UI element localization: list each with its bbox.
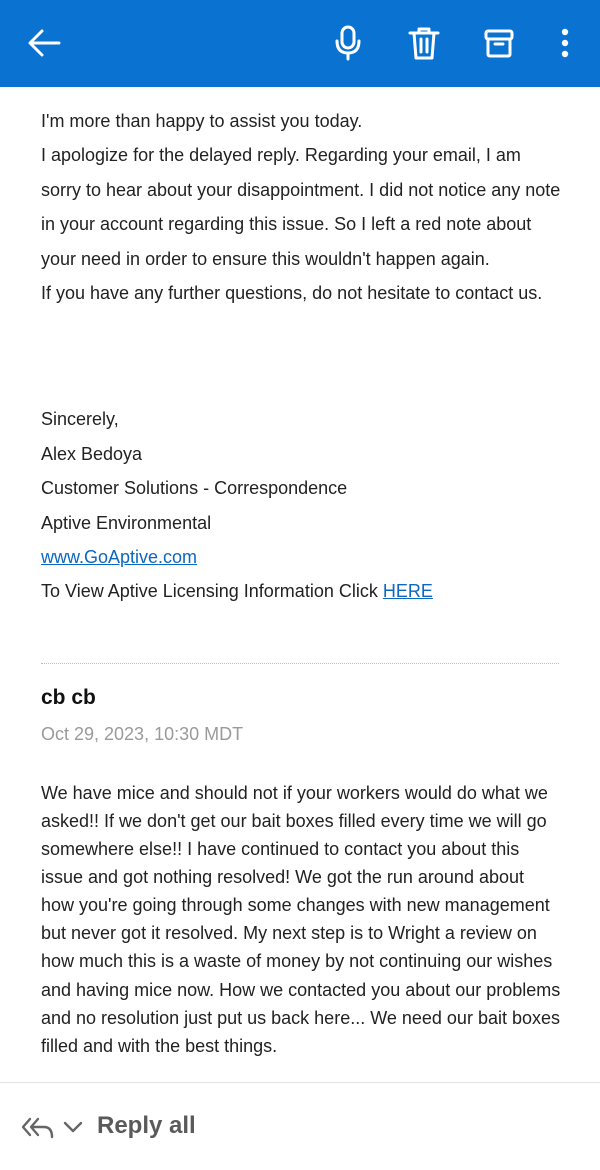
licensing-link[interactable]: HERE xyxy=(382,581,433,602)
signature-role: Customer Solutions - Correspondence xyxy=(41,478,348,499)
trash-icon xyxy=(408,26,440,60)
reply-line: If you have any further questions, do not hesitate to contact us. xyxy=(41,283,543,304)
chevron-down-icon[interactable] xyxy=(62,1119,84,1135)
microphone-icon xyxy=(335,25,361,61)
signature-company: Aptive Environmental xyxy=(41,512,212,533)
message-divider xyxy=(41,663,559,664)
archive-button[interactable] xyxy=(476,20,522,66)
website-link[interactable]: www.GoAptive.com xyxy=(41,547,198,568)
reply-all-icon[interactable] xyxy=(20,1115,54,1141)
voice-button[interactable] xyxy=(325,20,371,66)
reply-all-button[interactable]: Reply all xyxy=(97,1112,196,1139)
top-toolbar xyxy=(0,0,600,87)
reply-bar xyxy=(0,1082,600,1170)
reply-body xyxy=(41,104,561,310)
licensing-text: To View Aptive Licensing Information Click xyxy=(41,581,383,602)
archive-icon xyxy=(484,28,514,58)
more-vertical-icon xyxy=(561,28,569,58)
original-message-body: We have mice and should not if your workers would do what we asked!! If we don't get our bait boxes filled every time we will go somewhere else!! I have continued to contact you about this issue and got nothing resolved! We got the run around about how you're going through some changes with new management but never got it resolved. My next step is to Wright a review on how much this is a waste of money by not continuing our wishes and having mice now. How we contacted you about our problems and no resolution just put us back here... We need our bait boxes filled and with the best things. xyxy=(41,782,561,1056)
signature-closing: Sincerely, xyxy=(41,409,119,430)
reply-line: I'm more than happy to assist you today. xyxy=(41,111,363,131)
message-content xyxy=(41,87,561,1082)
sender-name: cb cb xyxy=(41,685,96,709)
licensing-line xyxy=(41,574,561,608)
signature-name: Alex Bedoya xyxy=(41,443,143,464)
arrow-left-icon xyxy=(27,28,61,58)
message-date: Oct 29, 2023, 10:30 MDT xyxy=(41,723,244,744)
reply-line: I apologize for the delayed reply. Regarding your email, I am sorry to hear about your disappointment. I did not notice any note in your account regarding this issue. So I left a red note about your need in order to ensure this wouldn't happen again. xyxy=(41,145,561,269)
signature-block xyxy=(41,402,561,608)
back-button[interactable] xyxy=(21,20,67,66)
more-options-button[interactable] xyxy=(542,20,588,66)
delete-button[interactable] xyxy=(401,20,447,66)
